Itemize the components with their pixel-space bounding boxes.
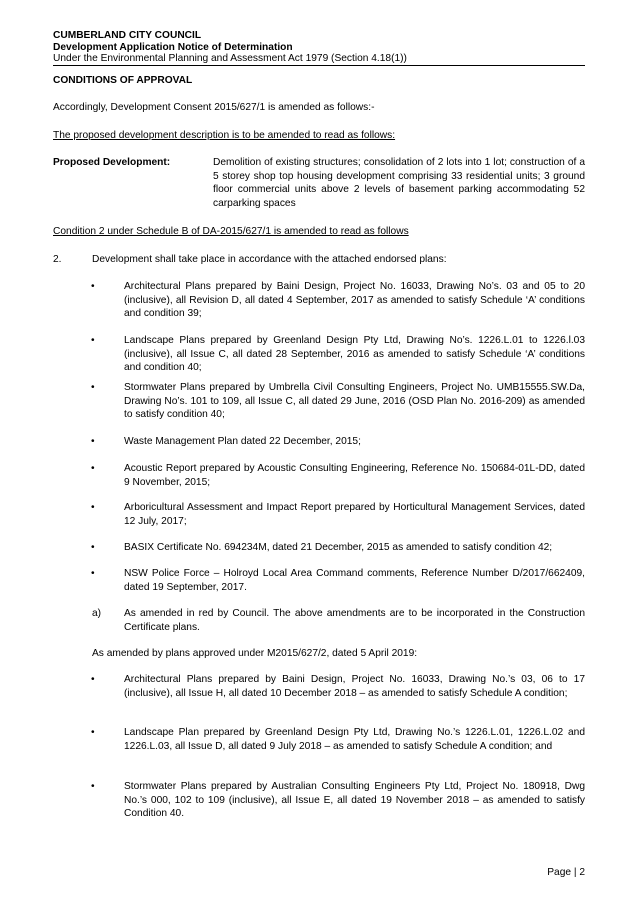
- proposed-development-text: Demolition of existing structures; consolidation of 2 lots into 1 lot; construction of a 5 storey shop top housing development comprising 33 residential units; 3 ground floor commercial units above 2 levels of basement parking accommodating 52 carparking spaces: [213, 157, 585, 209]
- plan-text: Waste Management Plan dated 22 December, 2015;: [124, 436, 361, 447]
- amended-plan-text: Architectural Plans prepared by Baini Design, Project No. 16033, Drawing No.’s 03, 06 to 17 (inclusive), all Issue H, all dated 10 December 2018 – as amended to satisfy Schedule A condition;: [124, 674, 585, 699]
- plan-text: Landscape Plans prepared by Greenland Design Pty Ltd, Drawing No’s. 1226.L.01 to 1226.l.03 (inclusive), all Issue C, all dated 28 September, 2016 as amended to satisfy Schedule ‘A’ conditions and condition 40;: [124, 335, 585, 373]
- description-heading: The proposed development description is to be amended to read as follows:: [53, 130, 396, 141]
- bullet-icon: •: [91, 335, 95, 346]
- proposed-development-label: Proposed Development:: [53, 157, 171, 168]
- bullet-icon: •: [91, 568, 95, 579]
- page-header: [53, 30, 585, 65]
- bullet-icon: •: [91, 281, 95, 292]
- intro-paragraph: Accordingly, Development Consent 2015/627/1 is amended as follows:-: [53, 102, 375, 113]
- bullet-icon: •: [91, 781, 95, 792]
- lettered-text: As amended in red by Council. The above amendments are to be incorporated in the Construction Certificate plans.: [124, 608, 585, 633]
- amended-plan-text: Landscape Plan prepared by Greenland Design Pty Ltd, Drawing No.’s 1226.L.01, 1226.L.02 and 1226.L.03, all Issue D, all dated 9 July 2018 – as amended to satisfy Schedule A condition; and: [124, 727, 585, 752]
- page-number: Page | 2: [547, 867, 585, 878]
- condition-number: 2.: [53, 254, 62, 265]
- bullet-icon: •: [91, 382, 95, 393]
- bullet-icon: •: [91, 463, 95, 474]
- condition-text: Development shall take place in accordance with the attached endorsed plans:: [92, 254, 447, 265]
- plan-text: Acoustic Report prepared by Acoustic Consulting Engineering, Reference No. 150684-01L-DD, dated 9 November, 2015;: [124, 463, 585, 488]
- bullet-icon: •: [91, 542, 95, 553]
- plan-text: Architectural Plans prepared by Baini Design, Project No. 16033, Drawing No’s. 03 and 05 to 20 (inclusive), all Revision D, all dated 4 September, 2017 as amended to satisfy Schedule ‘A’ conditions and condition 39;: [124, 281, 585, 319]
- bullet-icon: •: [91, 436, 95, 447]
- condition-heading: Condition 2 under Schedule B of DA-2015/627/1 is amended to read as follows: [53, 226, 409, 237]
- plan-text: BASIX Certificate No. 694234M, dated 21 December, 2015 as amended to satisfy condition 42;: [124, 542, 553, 553]
- plan-text: NSW Police Force – Holroyd Local Area Command comments, Reference Number D/2017/662409, dated 19 September, 2017.: [124, 568, 585, 593]
- header-divider: [53, 65, 585, 66]
- lettered-marker: a): [92, 608, 102, 619]
- plan-text: Stormwater Plans prepared by Umbrella Civil Consulting Engineers, Project No. UMB15555.SW.Da, Drawing No’s. 101 to 109, all Issue C, all dated 29 June, 2016 (OSD Plan No. 2016-209) as amended to satisfy condition 40;: [124, 382, 585, 420]
- amended-intro: As amended by plans approved under M2015/627/2, dated 5 April 2019:: [92, 648, 418, 659]
- act-reference: Under the Environmental Planning and Assessment Act 1979 (Section 4.18(1)): [53, 53, 407, 64]
- bullet-icon: •: [91, 727, 95, 738]
- plan-text: Arboricultural Assessment and Impact Report prepared by Horticultural Management Services, dated 12 July, 2017;: [124, 502, 585, 527]
- council-name: CUMBERLAND CITY COUNCIL: [53, 30, 202, 41]
- section-heading: CONDITIONS OF APPROVAL: [53, 75, 193, 86]
- bullet-icon: •: [91, 502, 95, 513]
- amended-plan-text: Stormwater Plans prepared by Australian Consulting Engineers Pty Ltd, Project No. 180918, Dwg No.’s 000, 102 to 109 (inclusive), all Issue E, all dated 19 November 2018 – as amended to satisfy Condition 40.: [124, 781, 585, 819]
- notice-title: Development Application Notice of Determination: [53, 41, 293, 53]
- bullet-icon: •: [91, 674, 95, 685]
